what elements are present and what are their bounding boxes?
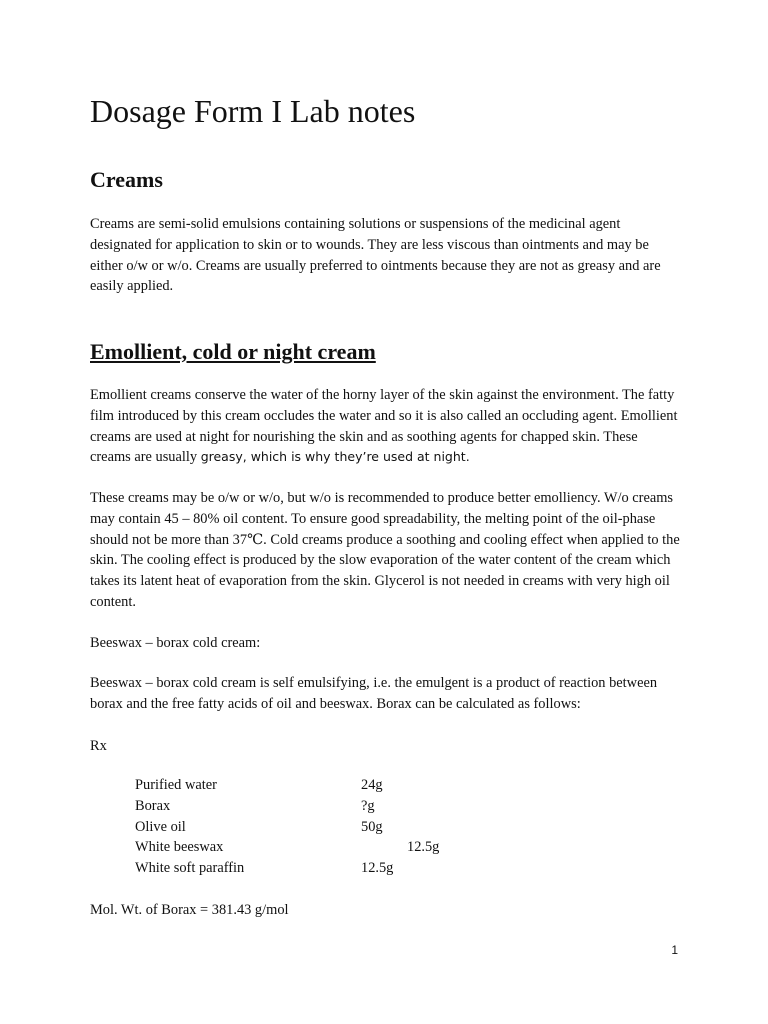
rx-row (135, 837, 515, 858)
rx-ingredient-name: White beeswax (135, 839, 224, 856)
rx-row (135, 858, 515, 879)
rx-ingredient-name: White soft paraffin (135, 860, 245, 877)
rx-row (135, 817, 515, 838)
creams-paragraph: Creams are semi-solid emulsions containing solutions or suspensions of the medicinal agent designated for application to skin or to wounds. They are less viscous than ointments and may be either o/w or w/o. Creams are usually preferred to ointments because they are not as greasy and are easily applied. (90, 216, 661, 295)
section-heading-creams: Creams (90, 167, 163, 192)
rx-ingredient-qty: 24g (361, 777, 383, 793)
rx-ingredient-name: Purified water (135, 777, 217, 793)
emollient-paragraph-1 (90, 385, 680, 468)
section-heading-emollient: Emollient, cold or night cream (90, 339, 376, 364)
rx-ingredient-qty: 12.5g (361, 860, 394, 877)
borax-mol-weight: Mol. Wt. of Borax = 381.43 g/mol (90, 902, 289, 918)
rx-row (135, 775, 515, 796)
page-number: 1 (671, 943, 678, 957)
rx-formula-table (135, 775, 515, 879)
document-title: Dosage Form I Lab notes (90, 93, 416, 129)
rx-row (135, 796, 515, 817)
emollient-paragraph-1-tail: greasy, which is why they’re used at night. (200, 449, 470, 465)
emollient-paragraph-1-main: Emollient creams conserve the water of the horny layer of the skin against the environment. The fatty film introduced by this cream occludes the water and so it is also called an occluding agent. Emollient creams are used at night for nourishing the skin and as soothing agents for chapped skin. These creams are usually (90, 387, 678, 466)
beeswax-borax-subheading: Beeswax – borax cold cream: (90, 635, 261, 651)
rx-ingredient-qty: 50g (361, 818, 383, 835)
emollient-paragraph-2: These creams may be o/w or w/o, but w/o is recommended to produce better emolliency. W/o creams may contain 45 – 80% oil content. To ensure good spreadability, the melting point of the oil-phase should not be more than 37℃. Cold creams produce a soothing and cooling effect when applied to the skin. The cooling effect is produced by the slow evaporation of the water content of the cream which takes its latent heat of evaporation from the skin. Glycerol is not needed in creams with very high oil content. (90, 490, 680, 610)
rx-label: Rx (90, 738, 107, 754)
rx-ingredient-name: Borax (135, 797, 171, 814)
beeswax-borax-paragraph: Beeswax – borax cold cream is self emulsifying, i.e. the emulgent is a product of reaction between borax and the free fatty acids of oil and beeswax. Borax can be calculated as follows: (90, 675, 658, 712)
rx-ingredient-qty: 12.5g (407, 839, 440, 856)
rx-ingredient-qty: ?g (361, 797, 375, 814)
rx-ingredient-name: Olive oil (135, 818, 186, 835)
